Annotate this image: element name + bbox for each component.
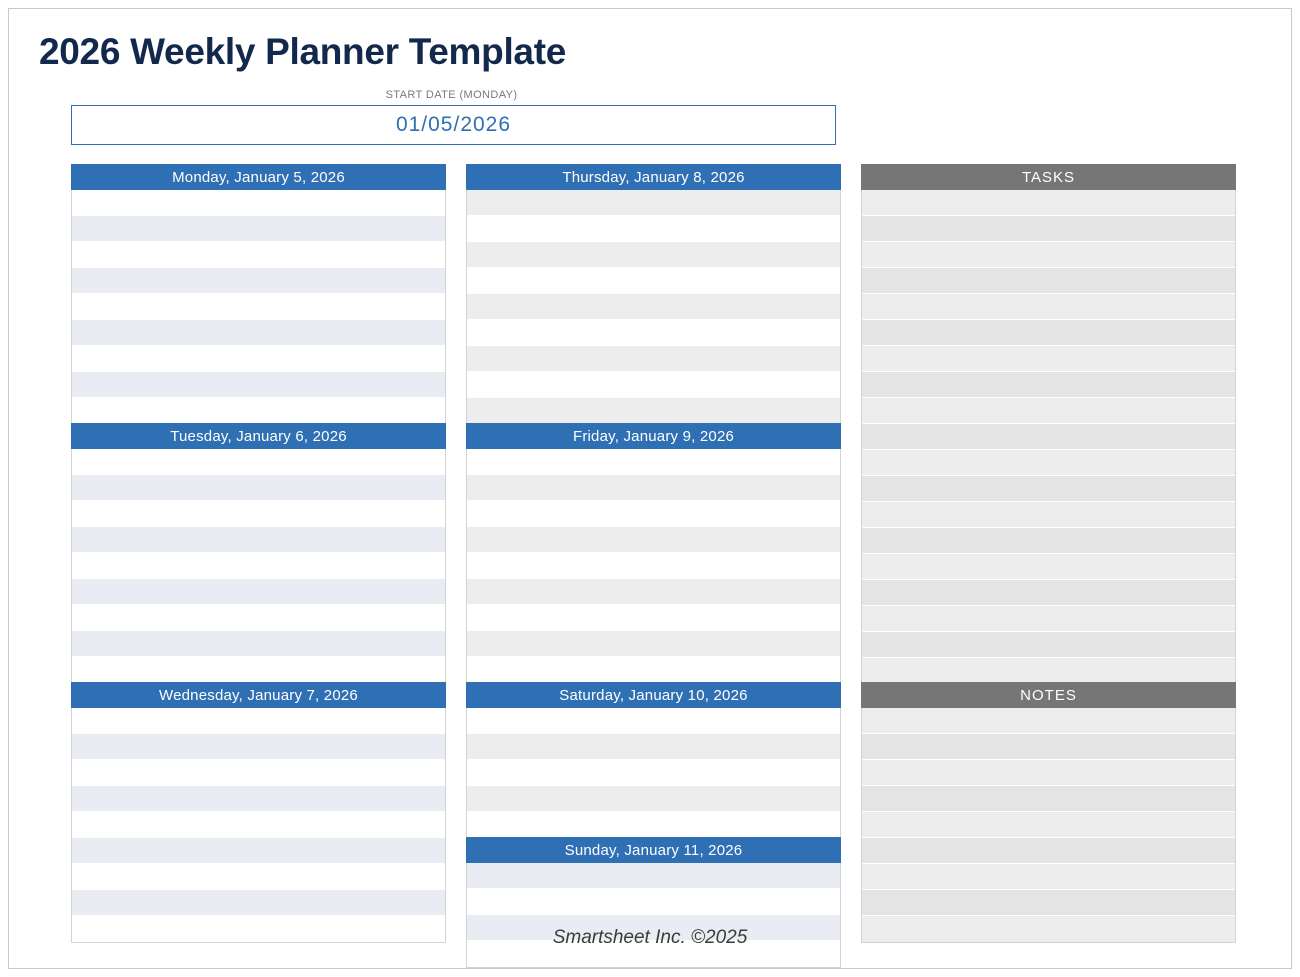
planner-row[interactable]: [467, 889, 840, 915]
tasks-panel: [861, 164, 1236, 685]
planner-row[interactable]: [72, 527, 445, 553]
planner-row[interactable]: [72, 398, 445, 424]
planner-row[interactable]: [72, 864, 445, 890]
day-block-wednesday: [71, 682, 446, 943]
day-header-tuesday: Tuesday, January 6, 2026: [71, 423, 446, 449]
day-header-monday: Monday, January 5, 2026: [71, 164, 446, 190]
tasks-header: TASKS: [861, 164, 1236, 190]
tasks-rows: [861, 190, 1236, 685]
planner-row[interactable]: [72, 657, 445, 683]
planner-row[interactable]: [467, 268, 840, 294]
start-date-value[interactable]: 01/05/2026: [395, 113, 512, 136]
planner-page: [8, 8, 1292, 969]
note-row[interactable]: [862, 864, 1235, 890]
page-title: 2026 Weekly Planner Template: [39, 31, 566, 72]
task-row[interactable]: [862, 658, 1235, 684]
task-row[interactable]: [862, 398, 1235, 424]
planner-row[interactable]: [467, 734, 840, 760]
planner-row[interactable]: [72, 449, 445, 475]
planner-row[interactable]: [72, 838, 445, 864]
planner-row[interactable]: [72, 734, 445, 760]
planner-row[interactable]: [467, 708, 840, 734]
day-block-saturday: [466, 682, 841, 839]
planner-row[interactable]: [467, 294, 840, 320]
planner-row[interactable]: [467, 605, 840, 631]
planner-row[interactable]: [72, 501, 445, 527]
day-block-thursday: [466, 164, 841, 425]
planner-row[interactable]: [72, 812, 445, 838]
task-row[interactable]: [862, 632, 1235, 658]
day-header-thursday: Thursday, January 8, 2026: [466, 164, 841, 190]
planner-row[interactable]: [467, 216, 840, 242]
planner-row[interactable]: [467, 527, 840, 553]
planner-row[interactable]: [467, 631, 840, 657]
day-rows-sunday: [466, 863, 841, 968]
task-row[interactable]: [862, 528, 1235, 554]
day-header-saturday: Saturday, January 10, 2026: [466, 682, 841, 708]
footer-credit: Smartsheet Inc. ©2025: [552, 927, 748, 948]
planner-row[interactable]: [467, 863, 840, 889]
planner-row[interactable]: [467, 760, 840, 786]
planner-row[interactable]: [467, 786, 840, 812]
task-row[interactable]: [862, 190, 1235, 216]
planner-row[interactable]: [72, 475, 445, 501]
planner-row[interactable]: [72, 553, 445, 579]
planner-row[interactable]: [72, 346, 445, 372]
planner-row[interactable]: [467, 372, 840, 398]
note-row[interactable]: [862, 708, 1235, 734]
start-date-input[interactable]: [71, 105, 836, 145]
planner-row[interactable]: [72, 320, 445, 346]
planner-row[interactable]: [467, 449, 840, 475]
planner-row[interactable]: [72, 372, 445, 398]
day-block-friday: [466, 423, 841, 684]
planner-row[interactable]: [467, 579, 840, 605]
planner-row[interactable]: [72, 216, 445, 242]
planner-row[interactable]: [467, 501, 840, 527]
planner-row[interactable]: [467, 242, 840, 268]
planner-row[interactable]: [72, 268, 445, 294]
task-row[interactable]: [862, 502, 1235, 528]
task-row[interactable]: [862, 606, 1235, 632]
planner-row[interactable]: [72, 579, 445, 605]
task-row[interactable]: [862, 268, 1235, 294]
day-header-sunday: Sunday, January 11, 2026: [466, 837, 841, 863]
task-row[interactable]: [862, 346, 1235, 372]
task-row[interactable]: [862, 294, 1235, 320]
planner-row[interactable]: [467, 657, 840, 683]
note-row[interactable]: [862, 786, 1235, 812]
planner-row[interactable]: [72, 294, 445, 320]
planner-row[interactable]: [72, 190, 445, 216]
note-row[interactable]: [862, 812, 1235, 838]
note-row[interactable]: [862, 838, 1235, 864]
note-row[interactable]: [862, 734, 1235, 760]
planner-row[interactable]: [467, 346, 840, 372]
day-header-friday: Friday, January 9, 2026: [466, 423, 841, 449]
planner-row[interactable]: [467, 320, 840, 346]
planner-row[interactable]: [467, 190, 840, 216]
notes-rows: [861, 708, 1236, 943]
task-row[interactable]: [862, 476, 1235, 502]
notes-header: NOTES: [861, 682, 1236, 708]
start-date-label: START DATE (MONDAY): [385, 89, 518, 101]
task-row[interactable]: [862, 372, 1235, 398]
planner-row[interactable]: [72, 890, 445, 916]
day-rows-tuesday: [71, 449, 446, 684]
planner-row[interactable]: [72, 708, 445, 734]
planner-row[interactable]: [467, 398, 840, 424]
task-row[interactable]: [862, 580, 1235, 606]
planner-row[interactable]: [72, 242, 445, 268]
planner-row[interactable]: [467, 475, 840, 501]
planner-row[interactable]: [72, 786, 445, 812]
planner-row[interactable]: [467, 812, 840, 838]
task-row[interactable]: [862, 320, 1235, 346]
day-block-tuesday: [71, 423, 446, 684]
day-rows-monday: [71, 190, 446, 425]
task-row[interactable]: [862, 216, 1235, 242]
note-row[interactable]: [862, 760, 1235, 786]
planner-row[interactable]: [72, 605, 445, 631]
task-row[interactable]: [862, 450, 1235, 476]
notes-panel: [861, 682, 1236, 943]
task-row[interactable]: [862, 554, 1235, 580]
note-row[interactable]: [862, 890, 1235, 916]
planner-row[interactable]: [467, 553, 840, 579]
day-rows-thursday: [466, 190, 841, 425]
day-rows-wednesday: [71, 708, 446, 943]
planner-row[interactable]: [72, 760, 445, 786]
planner-row[interactable]: [72, 631, 445, 657]
task-row[interactable]: [862, 242, 1235, 268]
task-row[interactable]: [862, 424, 1235, 450]
day-block-monday: [71, 164, 446, 425]
day-header-wednesday: Wednesday, January 7, 2026: [71, 682, 446, 708]
day-rows-friday: [466, 449, 841, 684]
day-rows-saturday: [466, 708, 841, 839]
